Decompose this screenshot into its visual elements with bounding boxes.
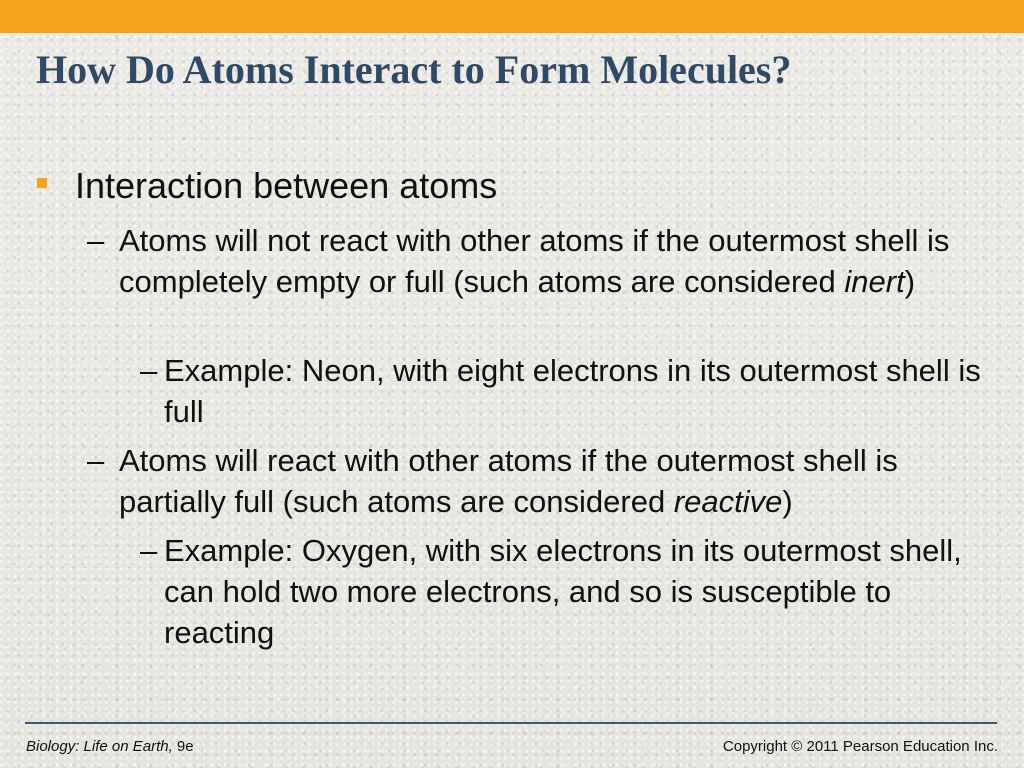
- book-title: Biology: Life on Earth,: [26, 738, 173, 755]
- bullet-text: Atoms will react with other atoms if the outermost shell is partially full (such atoms are considered: [119, 443, 898, 519]
- slide-title: How Do Atoms Interact to Form Molecules?: [36, 47, 792, 92]
- footer-copyright: Copyright © 2011 Pearson Education Inc.: [722, 738, 998, 755]
- emphasis-reactive: reactive: [673, 484, 783, 519]
- footer-divider: [25, 722, 997, 724]
- bullet-reactive-atoms: [119, 440, 999, 522]
- book-edition: 9e: [172, 738, 194, 755]
- bullet-interaction-between-atoms: Interaction between atoms: [75, 165, 498, 206]
- example-neon: Example: Neon, with eight electrons in its outermost shell is full: [164, 353, 981, 429]
- bullet-inert-atoms: [119, 220, 999, 302]
- dash-marker: –: [87, 443, 105, 478]
- dash-marker: –: [140, 353, 158, 388]
- dash-marker: –: [87, 223, 105, 258]
- dash-marker: –: [140, 533, 158, 568]
- example-oxygen: Example: Oxygen, with six electrons in its outermost shell, can hold two more electrons, and so is susceptible to reacting: [164, 533, 962, 650]
- square-bullet-icon: [37, 178, 47, 188]
- bullet-text-end: ): [782, 484, 793, 519]
- emphasis-inert: inert: [844, 264, 905, 299]
- bullet-text-end: ): [904, 264, 916, 299]
- bullet-text: Atoms will not react with other atoms if the outermost shell is completely empty or full (such atoms are considered: [119, 223, 950, 299]
- footer-book-citation: [26, 738, 194, 756]
- top-accent-bar: [0, 0, 1024, 33]
